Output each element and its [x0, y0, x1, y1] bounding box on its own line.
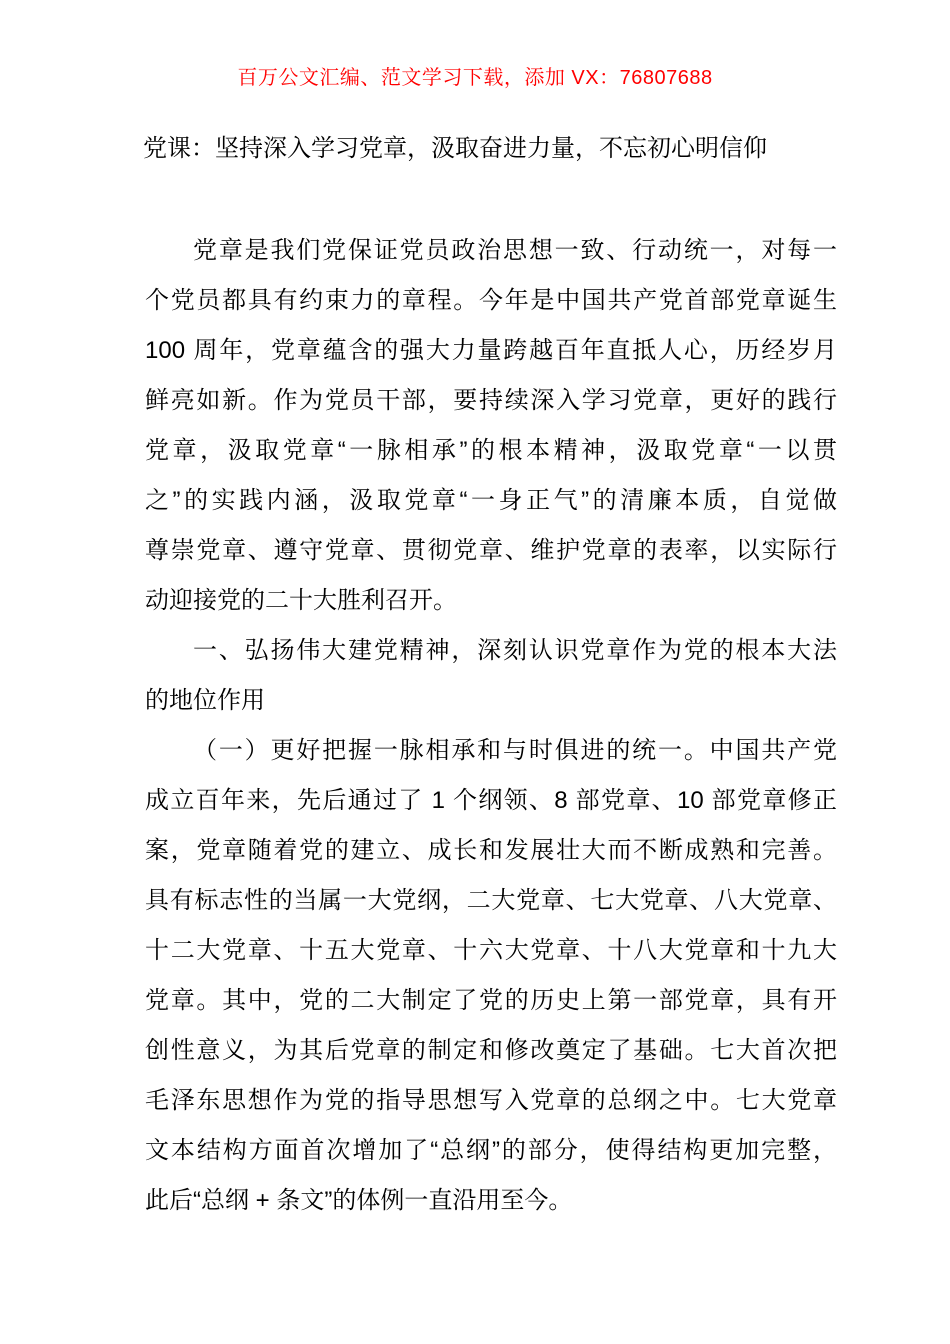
text-line: 此后“总纲 + 条文”的体例一直沿用至今。 — [145, 1187, 573, 1214]
watermark-ad-text: 百万公文汇编、范文学习下载，添加 VX：76807688 — [237, 67, 713, 89]
text-line: 十二大党章、十五大党章、十六大党章、十八大党章和十九大 — [145, 937, 837, 964]
text-line: 鲜亮如新。作为党员干部，要持续深入学习党章，更好的践行 — [145, 387, 837, 414]
text-line: 党章。其中，党的二大制定了党的历史上第一部党章，具有开 — [145, 987, 837, 1014]
text-line: 动迎接党的二十大胜利召开。 — [145, 587, 457, 614]
text-line: （一）更好把握一脉相承和与时俱进的统一。中国共产党 — [193, 737, 837, 764]
text-line: 的地位作用 — [145, 687, 265, 714]
text-line: 毛泽东思想作为党的指导思想写入党章的总纲之中。七大党章 — [145, 1087, 837, 1114]
document-title: 党课：坚持深入学习党章，汲取奋进力量，不忘初心明信仰 — [143, 135, 767, 162]
text-line: 创性意义，为其后党章的制定和修改奠定了基础。七大首次把 — [145, 1037, 837, 1064]
document-body — [145, 226, 837, 1226]
body-paragraph — [145, 226, 837, 626]
text-line: 个党员都具有约束力的章程。今年是中国共产党首部党章诞生 — [145, 287, 837, 314]
text-line: 党章是我们党保证党员政治思想一致、行动统一，对每一 — [193, 237, 837, 264]
text-line: 文本结构方面首次增加了“总纲”的部分，使得结构更加完整， — [145, 1137, 837, 1164]
text-line: 成立百年来，先后通过了 1 个纲领、8 部党章、10 部党章修正 — [145, 787, 837, 814]
text-line: 之”的实践内涵，汲取党章“一身正气”的清廉本质，自觉做 — [145, 487, 837, 514]
body-paragraph — [145, 726, 837, 1226]
text-line: 党章，汲取党章“一脉相承”的根本精神，汲取党章“一以贯 — [145, 437, 837, 464]
text-line: 一、弘扬伟大建党精神，深刻认识党章作为党的根本大法 — [193, 637, 837, 664]
text-line: 案，党章随着党的建立、成长和发展壮大而不断成熟和完善。 — [145, 837, 837, 864]
heading-paragraph — [145, 626, 837, 726]
text-line: 100 周年，党章蕴含的强大力量跨越百年直抵人心，历经岁月 — [145, 337, 837, 364]
text-line: 具有标志性的当属一大党纲，二大党章、七大党章、八大党章、 — [145, 887, 837, 914]
text-line: 尊崇党章、遵守党章、贯彻党章、维护党章的表率，以实际行 — [145, 537, 837, 564]
